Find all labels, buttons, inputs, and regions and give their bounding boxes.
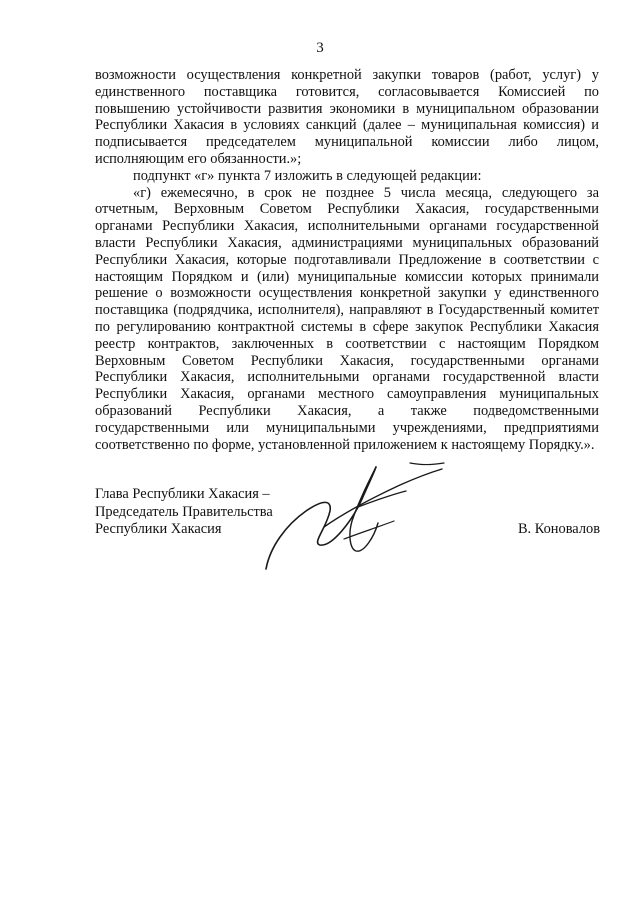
paragraph: подпункт «г» пункта 7 изложить в следующей редакции: (133, 167, 482, 184)
document-body (95, 67, 599, 453)
signature-stroke (266, 467, 376, 569)
signatory-title-line: Глава Республики Хакасия – (95, 486, 270, 502)
page-number: 3 (316, 40, 324, 56)
handwritten-signature (260, 455, 450, 575)
paragraph: возможности осуществления конкретной закупки товаров (работ, услуг) у единственного поставщика готовится, согласовывается Комиссией по повышению устойчивости развития экономики в муниципальном образовании Республики Хакасия в условиях санкций (далее – муниципальная комиссия) и подписывается председателем муниципальной комиссии либо лицом, исполняющим его обязанности.»; (95, 67, 599, 167)
signatory-title-line: Республики Хакасия (95, 521, 222, 537)
paragraph: «г) ежемесячно, в срок не позднее 5 числа месяца, следующего за отчетным, Верховным Советом Республики Хакасия, государственными органами Республики Хакасия, исполнительными органами государственной власти Республики Хакасия, администрациями муниципальных образований Республики Хакасия, которые подготавливали Предложение в соответствии с настоящим Порядком и (или) муниципальные комиссии которых принимали решение о возможности осуществления конкретной закупки у единственного поставщика (подрядчика, исполнителя), направляют в Государственный комитет по регулированию контрактной системы в сфере закупок Республики Хакасия реестр контрактов, заключенных в соответствии с настоящим Порядком Верховным Советом Республики Хакасия, государственными органами Республики Хакасия, исполнительными органами государственной власти Республики Хакасия, органами местного самоуправления муниципальных образований Республики Хакасия, а также подведомственными государственными или муниципальными учреждениями, предприятиями соответственно по форме, установленной приложением к настоящему Порядку.». (95, 184, 599, 453)
signatory-name: В. Коновалов (517, 521, 600, 537)
signatory-title-line: Председатель Правительства (95, 503, 273, 520)
signature-stroke (410, 463, 444, 465)
signatory-title (95, 486, 273, 539)
